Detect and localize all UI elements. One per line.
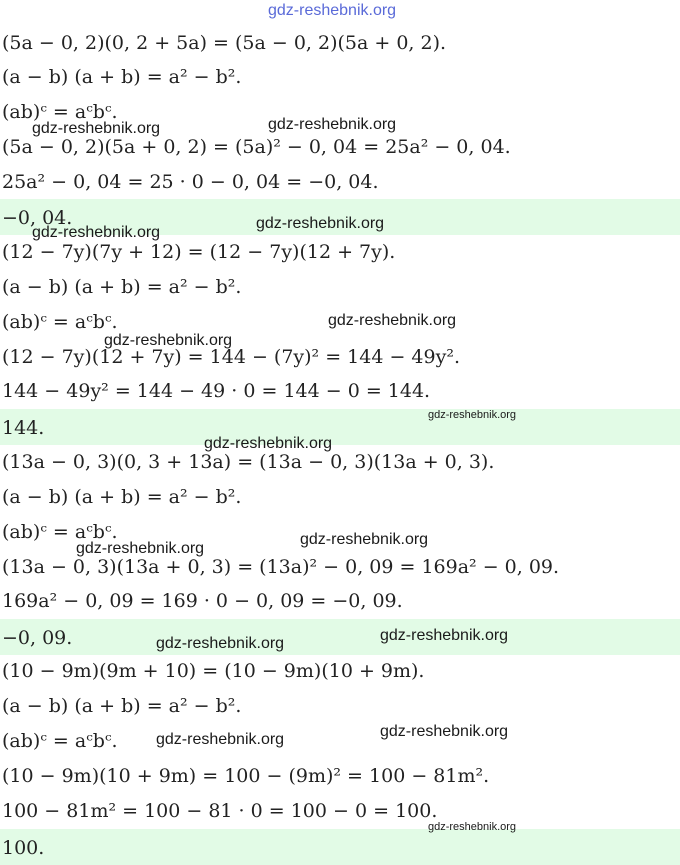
watermark: gdz-reshebnik.org <box>300 531 429 548</box>
equation-line: 144 − 49y² = 144 − 49 · 0 = 144 − 0 = 144. <box>2 380 431 402</box>
answer-text: 144. <box>2 417 45 439</box>
equation-line: (ab)ᶜ = aᶜbᶜ. <box>2 730 118 752</box>
watermark: gdz-reshebnik.org <box>32 120 161 137</box>
watermark: gdz-reshebnik.org <box>104 332 233 349</box>
answer-text: −0, 04. <box>2 207 73 229</box>
equation-line: (ab)ᶜ = aᶜbᶜ. <box>2 101 118 123</box>
equation-line: (10 − 9m)(10 + 9m) = 100 − (9m)² = 100 − 81m². <box>2 765 490 787</box>
equation-line: (12 − 7y)(12 + 7y) = 144 − (7y)² = 144 − 49y². <box>2 346 461 368</box>
watermark: gdz-reshebnik.org <box>380 723 509 740</box>
watermark: gdz-reshebnik.org <box>268 116 397 133</box>
equation-line: (5a − 0, 2)(5a + 0, 2) = (5a)² − 0, 04 = 25a² − 0, 04. <box>2 136 511 158</box>
equation-line: 169a² − 0, 09 = 169 · 0 − 0, 09 = −0, 09. <box>2 590 403 612</box>
watermark: gdz-reshebnik.org <box>256 215 385 232</box>
equation-line: (ab)ᶜ = aᶜbᶜ. <box>2 521 118 543</box>
watermark: gdz-reshebnik.org <box>32 224 161 241</box>
equation-line: (10 − 9m)(9m + 10) = (10 − 9m)(10 + 9m). <box>2 660 425 682</box>
watermark: gdz-reshebnik.org <box>156 731 285 748</box>
watermark: gdz-reshebnik.org <box>380 627 509 644</box>
equation-line: (13a − 0, 3)(13a + 0, 3) = (13a)² − 0, 09 = 169a² − 0, 09. <box>2 556 560 578</box>
equation-line: (12 − 7y)(7y + 12) = (12 − 7y)(12 + 7y). <box>2 241 396 263</box>
equation-line: 100 − 81m² = 100 − 81 · 0 = 100 − 0 = 100. <box>2 800 438 822</box>
watermark: gdz-reshebnik.org <box>428 409 517 421</box>
answer-box <box>0 619 680 655</box>
equation-line: (5a − 0, 2)(0, 2 + 5a) = (5a − 0, 2)(5a + 0, 2). <box>2 32 447 54</box>
answer-box <box>0 829 680 865</box>
equation-line: (a − b) (a + b) = a² − b². <box>2 486 242 508</box>
answer-text: −0, 09. <box>2 627 73 649</box>
watermark: gdz-reshebnik.org <box>204 435 333 452</box>
watermark: gdz-reshebnik.org <box>328 312 457 329</box>
equation-line: (ab)ᶜ = aᶜbᶜ. <box>2 311 118 333</box>
equation-line: 25a² − 0, 04 = 25 · 0 − 0, 04 = −0, 04. <box>2 171 379 193</box>
equation-line: (13a − 0, 3)(0, 3 + 13a) = (13a − 0, 3)(13a + 0, 3). <box>2 451 495 473</box>
equation-line: (a − b) (a + b) = a² − b². <box>2 66 242 88</box>
watermark: gdz-reshebnik.org <box>156 635 285 652</box>
answer-text: 100. <box>2 837 45 859</box>
equation-line: (a − b) (a + b) = a² − b². <box>2 695 242 717</box>
answer-box <box>0 409 680 445</box>
equation-line: (a − b) (a + b) = a² − b². <box>2 276 242 298</box>
watermark-top: gdz-reshebnik.org <box>268 2 397 19</box>
watermark: gdz-reshebnik.org <box>428 821 517 833</box>
watermark: gdz-reshebnik.org <box>76 540 205 557</box>
